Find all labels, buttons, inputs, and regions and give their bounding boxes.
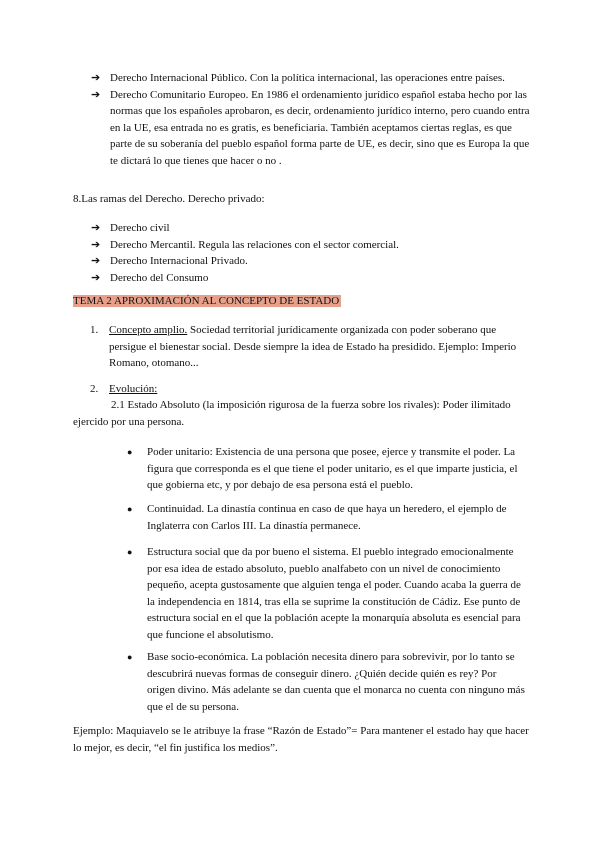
evolucion-number: 2. xyxy=(90,383,99,395)
list-item-text: Derecho civil xyxy=(110,222,170,234)
ejemplo-text: Ejemplo: Maquiavelo se le atribuye la frase “Razón de Estado”= Para mantener el estado hay que hacer lo mejor, es decir, “el fin justifica los medios”. xyxy=(73,725,529,754)
arrow-icon: ➔ xyxy=(91,238,101,251)
arrow-icon: ➔ xyxy=(91,271,101,284)
section-8-title: 8.Las ramas del Derecho. Derecho privado: xyxy=(73,193,265,205)
arrow-icon: ➔ xyxy=(91,222,101,234)
bullet-icon: ● xyxy=(127,652,133,662)
concepto-label: Concepto amplio. xyxy=(109,324,188,336)
list-item xyxy=(91,87,531,170)
bullet-item xyxy=(127,444,527,494)
bullet-icon: ● xyxy=(127,504,133,514)
bullet-icon: ● xyxy=(127,547,133,557)
arrow-icon: ➔ xyxy=(91,72,101,84)
arrow-icon: ➔ xyxy=(91,255,101,268)
bullet-item xyxy=(127,544,527,644)
list-item xyxy=(91,237,531,254)
estado-absoluto-paragraph xyxy=(73,397,528,430)
top-arrow-list xyxy=(91,70,531,170)
concepto-text: Sociedad territorial jurídicamente organizada con poder soberano que persigue el bienestar social. Desde siempre la idea de Estado ha presidido. Ejemplo: Imperio Romano, otomano... xyxy=(109,324,517,370)
bullet-text: Estructura social que da por bueno el sistema. El pueblo integrado emocionalmente por esa idea de estado absoluto, pueblo analfabeto con un nivel de conocimiento pequeño, acepta gustosamente que alguien tenga el poder. Cuando acaba la guerra de la independencia en 1814, tras ella se suprime la constitución de Cádiz. Ese punto de estructura social en el que la población acepte la monarquía absoluta es esencial para que funcione el absolutismo. xyxy=(147,546,521,641)
list-item-text: Derecho Internacional Público. Con la política internacional, las operaciones entre países. xyxy=(110,72,505,84)
bullet-text: Base socio-económica. La población necesita dinero para sobrevivir, por lo tanto se descubrirá nuevas formas de conseguir dinero. ¿Quién decide quién es rey? Por origen divino. Más adelante se dan cuenta que el monarca no cuenta con ninguno más que el de su persona. xyxy=(147,651,525,713)
list-item xyxy=(91,253,531,270)
bullet-icon: ● xyxy=(127,447,133,457)
evolucion-item xyxy=(90,381,530,398)
list-item-text: Derecho del Consumo xyxy=(110,271,209,284)
list-item xyxy=(91,270,531,287)
arrow-icon: ➔ xyxy=(91,88,101,101)
evolucion-label: Evolución: xyxy=(109,383,158,395)
estado-absoluto-text: 2.1 Estado Absoluto (la imposición rigurosa de la fuerza sobre los rivales): Poder ilimitado ejercido por una persona. xyxy=(73,399,511,428)
ejemplo-paragraph xyxy=(73,723,533,756)
tema-heading xyxy=(73,293,341,310)
list-item xyxy=(91,70,531,87)
list-item-text: Derecho Internacional Privado. xyxy=(110,255,248,268)
concepto-number: 1. xyxy=(90,324,99,336)
bullet-item xyxy=(127,501,527,534)
bullet-item xyxy=(127,649,527,715)
private-law-list xyxy=(91,220,531,286)
concepto-item xyxy=(90,322,530,372)
bullet-text: Poder unitario: Existencia de una persona que posee, ejerce y transmite el poder. La figura que corresponda es el que tiene el poder unitario, es el que imparte justicia, el que gobierna etc, y por debajo de esa persona está el pueblo. xyxy=(147,446,518,492)
list-item-text: Derecho Mercantil. Regula las relaciones con el sector comercial. xyxy=(110,238,399,251)
tema-heading-text: TEMA 2 APROXIMACIÓN AL CONCEPTO DE ESTADO xyxy=(73,295,340,307)
bullet-text: Continuidad. La dinastía continua en caso de que haya un heredero, el ejemplo de Inglaterra con Carlos III. La dinastía permanece. xyxy=(147,503,507,532)
list-item-text: Derecho Comunitario Europeo. En 1986 el ordenamiento jurídico español estaba hecho por las normas que los españoles aprobaron, es decir, ordenamiento jurídico interno, pero cuando entra en la UE, esa entrada no es gratis, es beneficiaria. También aceptamos ciertas reglas, es que parte de su soberanía del pueblo español forma parte de UE, es decir, sino que es Europa la que te dictará lo que tienes que hacer o no . xyxy=(110,88,530,167)
list-item xyxy=(91,220,531,237)
